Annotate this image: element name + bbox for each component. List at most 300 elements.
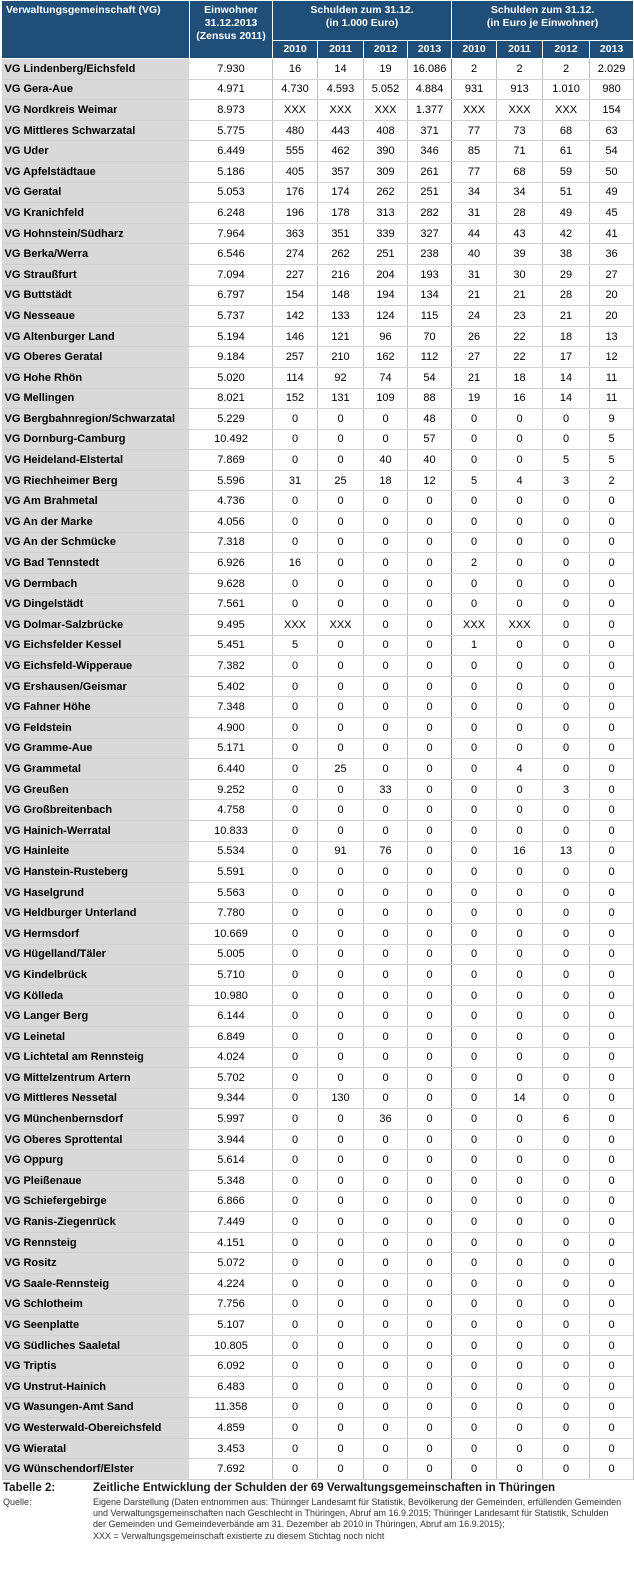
debt-abs-cell-2012: 0 [364,1438,408,1459]
debt-per-capita-cell-2011: 0 [497,1356,543,1377]
population-cell: 8.973 [190,100,273,121]
debt-per-capita-cell-2010: 19 [452,388,497,409]
population-cell: 10.805 [190,1335,273,1356]
table-row [2,615,634,636]
vg-name-cell: VG Mellingen [2,388,190,409]
vg-name-cell: VG Straußfurt [2,264,190,285]
debt-per-capita-cell-2013: 0 [590,882,634,903]
debt-per-capita-cell-2013: 0 [590,1109,634,1130]
debt-abs-cell-2010: 0 [273,1377,318,1398]
population-cell: 10.833 [190,820,273,841]
debt-abs-cell-2013: 88 [408,388,452,409]
debt-per-capita-cell-2011: 0 [497,409,543,430]
debt-abs-cell-2012: 0 [364,553,408,574]
debt-per-capita-cell-2012: 6 [543,1109,590,1130]
debt-abs-cell-2010: 4.730 [273,79,318,100]
debt-abs-cell-2013: 282 [408,203,452,224]
debt-abs-cell-2010: XXX [273,100,318,121]
debt-abs-cell-2010: 5 [273,635,318,656]
debt-per-capita-cell-2010: 0 [452,1418,497,1439]
debt-per-capita-cell-2010: 0 [452,1109,497,1130]
debt-per-capita-cell-2012: 0 [543,1335,590,1356]
population-cell: 5.534 [190,841,273,862]
debt-abs-cell-2013: 4.884 [408,79,452,100]
debt-abs-cell-2011: 0 [318,1418,364,1439]
debt-abs-cell-2011: 0 [318,903,364,924]
debt-abs-cell-2012: 0 [364,1212,408,1233]
vg-name-cell: VG Gera-Aue [2,79,190,100]
debt-abs-cell-2013: 0 [408,1397,452,1418]
debt-per-capita-cell-2012: 0 [543,1274,590,1295]
debt-per-capita-cell-2013: 0 [590,615,634,636]
population-cell: 5.072 [190,1253,273,1274]
vg-name-cell: VG Uder [2,141,190,162]
debt-abs-cell-2013: 0 [408,656,452,677]
debt-per-capita-cell-2011: 0 [497,1232,543,1253]
debt-abs-cell-2011: 0 [318,409,364,430]
debt-per-capita-cell-2011: 39 [497,244,543,265]
debt-abs-cell-2012: 0 [364,1006,408,1027]
debt-abs-cell-2011: 174 [318,182,364,203]
population-cell: 10.669 [190,923,273,944]
debt-abs-cell-2011: 0 [318,1397,364,1418]
header-population-line-1: Einwohner [204,4,258,16]
header-year-rel-2011: 2011 [497,41,543,59]
population-cell: 6.248 [190,203,273,224]
debt-per-capita-cell-2010: 0 [452,1294,497,1315]
debt-per-capita-cell-2010: 0 [452,491,497,512]
vg-name-cell: VG Ershausen/Geismar [2,676,190,697]
vg-name-cell: VG Eichsfeld-Wipperaue [2,656,190,677]
debt-per-capita-cell-2011: 16 [497,841,543,862]
debt-abs-cell-2012: 339 [364,223,408,244]
debt-abs-cell-2012: 0 [364,615,408,636]
debt-per-capita-cell-2011: 0 [497,656,543,677]
debt-per-capita-cell-2012: 14 [543,388,590,409]
debt-per-capita-cell-2012: 59 [543,161,590,182]
vg-name-cell: VG Apfelstädtaue [2,161,190,182]
debt-per-capita-cell-2011: 913 [497,79,543,100]
population-cell: 4.859 [190,1418,273,1439]
header-group-per-capita-line-1: Schulden zum 31.12. [490,4,595,16]
debt-per-capita-cell-2012: 0 [543,1438,590,1459]
debt-per-capita-cell-2010: 0 [452,512,497,533]
debt-per-capita-cell-2011: 0 [497,1150,543,1171]
debt-per-capita-cell-2010: 0 [452,1315,497,1336]
debt-per-capita-cell-2013: 0 [590,1274,634,1295]
table-row [2,59,634,80]
debt-per-capita-cell-2010: 0 [452,1438,497,1459]
debt-per-capita-cell-2010: 0 [452,409,497,430]
debt-abs-cell-2013: 115 [408,306,452,327]
vg-name-cell: VG Altenburger Land [2,326,190,347]
population-cell: 4.056 [190,512,273,533]
vg-name-cell: VG Gramme-Aue [2,738,190,759]
debt-abs-cell-2010: 0 [273,841,318,862]
table-row [2,347,634,368]
debt-per-capita-cell-2010: 0 [452,594,497,615]
table-row [2,264,634,285]
debt-per-capita-cell-2013: 49 [590,182,634,203]
table-row [2,1335,634,1356]
table-row [2,1397,634,1418]
debt-per-capita-cell-2012: 0 [543,1006,590,1027]
vg-name-cell: VG Grammetal [2,759,190,780]
vg-name-cell: VG Dornburg-Camburg [2,429,190,450]
debt-abs-cell-2013: 0 [408,1026,452,1047]
debt-abs-cell-2010: 0 [273,697,318,718]
population-cell: 5.596 [190,470,273,491]
debt-per-capita-cell-2013: 0 [590,1129,634,1150]
table-row [2,1129,634,1150]
debt-per-capita-cell-2011: 71 [497,141,543,162]
debt-abs-cell-2012: 36 [364,1109,408,1130]
debt-abs-cell-2011: 0 [318,1232,364,1253]
debt-abs-cell-2013: 0 [408,532,452,553]
vg-name-cell: VG Heldburger Unterland [2,903,190,924]
debt-per-capita-cell-2012: 0 [543,903,590,924]
debt-per-capita-cell-2011: 0 [497,594,543,615]
vg-name-cell: VG Schlotheim [2,1294,190,1315]
population-cell: 5.775 [190,120,273,141]
debt-per-capita-cell-2010: 0 [452,923,497,944]
debt-abs-cell-2012: 0 [364,738,408,759]
header-year-abs-2010: 2010 [273,41,318,59]
debt-abs-cell-2011: 92 [318,367,364,388]
debt-per-capita-cell-2012: 0 [543,1377,590,1398]
debt-per-capita-cell-2010: 34 [452,182,497,203]
debt-abs-cell-2011: 148 [318,285,364,306]
debt-per-capita-cell-2013: 0 [590,656,634,677]
debt-abs-cell-2011: 357 [318,161,364,182]
table-row [2,79,634,100]
debt-abs-cell-2010: 0 [273,1006,318,1027]
debt-per-capita-cell-2010: 1 [452,635,497,656]
debt-per-capita-cell-2012: 0 [543,759,590,780]
vg-name-cell: VG Dermbach [2,573,190,594]
table-row [2,1109,634,1130]
debt-abs-cell-2010: 0 [273,820,318,841]
debt-abs-cell-2010: 0 [273,1356,318,1377]
debt-per-capita-cell-2012: 0 [543,1253,590,1274]
table-header [2,1,634,59]
debt-abs-cell-2010: 0 [273,491,318,512]
vg-name-cell: VG Hanstein-Rusteberg [2,862,190,883]
header-group-absolute-line-2: (in 1.000 Euro) [325,17,399,29]
debt-abs-cell-2013: 0 [408,1459,452,1480]
vg-name-cell: VG Ranis-Ziegenrück [2,1212,190,1233]
debt-per-capita-cell-2012: 18 [543,326,590,347]
debt-abs-cell-2012: 0 [364,718,408,739]
debt-per-capita-cell-2010: 0 [452,1377,497,1398]
population-cell: 5.563 [190,882,273,903]
debt-per-capita-cell-2010: 31 [452,264,497,285]
debt-abs-cell-2010: 152 [273,388,318,409]
debt-abs-cell-2012: 33 [364,779,408,800]
debt-abs-cell-2010: 0 [273,1068,318,1089]
debt-abs-cell-2013: 0 [408,862,452,883]
debt-per-capita-cell-2012: 5 [543,450,590,471]
debt-abs-cell-2010: 0 [273,1171,318,1192]
debt-abs-cell-2012: 0 [364,512,408,533]
table-row [2,697,634,718]
population-cell: 4.024 [190,1047,273,1068]
debt-per-capita-cell-2011: 0 [497,1191,543,1212]
debt-abs-cell-2012: 0 [364,656,408,677]
debt-per-capita-cell-2011: 0 [497,1253,543,1274]
debt-per-capita-cell-2011: 0 [497,1438,543,1459]
population-cell: 5.186 [190,161,273,182]
header-vg: Verwaltungsgemeinschaft (VG) [2,1,190,59]
debt-per-capita-cell-2012: 0 [543,1068,590,1089]
debt-per-capita-cell-2010: 0 [452,1129,497,1150]
header-year-abs-2011: 2011 [318,41,364,59]
table-row [2,965,634,986]
table-row [2,923,634,944]
source-note: XXX = Verwaltungsgemeinschaft existierte zu diesem Stichtag noch nicht [93,1530,385,1541]
vg-name-cell: VG Heideland-Elstertal [2,450,190,471]
table-row [2,182,634,203]
debt-per-capita-cell-2010: 931 [452,79,497,100]
vg-name-cell: VG Kranichfeld [2,203,190,224]
vg-name-cell: VG Hohe Rhön [2,367,190,388]
debt-per-capita-cell-2012: 0 [543,965,590,986]
debt-per-capita-cell-2010: 0 [452,882,497,903]
header-group-absolute-line-1: Schulden zum 31.12. [310,4,414,16]
caption-row [3,1482,631,1494]
debt-abs-cell-2010: 257 [273,347,318,368]
header-year-rel-2010: 2010 [452,41,497,59]
debt-per-capita-cell-2013: 11 [590,388,634,409]
debt-abs-cell-2011: 210 [318,347,364,368]
debt-per-capita-cell-2010: 0 [452,1397,497,1418]
debt-abs-cell-2013: 40 [408,450,452,471]
debt-abs-cell-2011: 0 [318,1109,364,1130]
vg-name-cell: VG Oberes Sprottental [2,1129,190,1150]
population-cell: 4.736 [190,491,273,512]
debt-per-capita-cell-2010: 0 [452,1253,497,1274]
vg-name-cell: VG Berka/Werra [2,244,190,265]
debt-per-capita-cell-2012: 0 [543,882,590,903]
debt-per-capita-cell-2011: 34 [497,182,543,203]
debt-per-capita-cell-2010: 0 [452,841,497,862]
table-row [2,1088,634,1109]
debt-abs-cell-2012: 0 [364,594,408,615]
debt-per-capita-cell-2013: 0 [590,1150,634,1171]
debt-abs-cell-2011: XXX [318,100,364,121]
debt-per-capita-cell-2013: 45 [590,203,634,224]
debt-per-capita-cell-2012: 0 [543,512,590,533]
debt-per-capita-cell-2010: 0 [452,718,497,739]
debt-abs-cell-2012: 0 [364,697,408,718]
table-caption [3,1482,631,1542]
debt-abs-cell-2012: 309 [364,161,408,182]
debt-per-capita-cell-2013: 0 [590,1212,634,1233]
debt-abs-cell-2013: 0 [408,882,452,903]
debt-abs-cell-2010: 16 [273,59,318,80]
debt-per-capita-cell-2013: 0 [590,491,634,512]
debt-abs-cell-2012: 0 [364,1253,408,1274]
debt-abs-cell-2012: 0 [364,635,408,656]
debt-per-capita-cell-2010: 0 [452,1274,497,1295]
debt-abs-cell-2011: 0 [318,1294,364,1315]
debt-abs-cell-2012: 0 [364,1418,408,1439]
debt-abs-cell-2010: XXX [273,615,318,636]
debt-abs-cell-2012: 0 [364,1088,408,1109]
population-cell: 7.318 [190,532,273,553]
debt-per-capita-cell-2010: 5 [452,470,497,491]
debt-per-capita-cell-2012: 0 [543,429,590,450]
table-row [2,594,634,615]
vg-name-cell: VG Mittleres Nessetal [2,1088,190,1109]
debt-abs-cell-2010: 227 [273,264,318,285]
debt-per-capita-cell-2011: 0 [497,532,543,553]
debt-per-capita-cell-2013: 0 [590,676,634,697]
debt-abs-cell-2011: 0 [318,1335,364,1356]
debt-per-capita-cell-2013: 5 [590,429,634,450]
debt-per-capita-cell-2010: 40 [452,244,497,265]
debt-per-capita-cell-2013: 0 [590,800,634,821]
vg-name-cell: VG Westerwald-Obereichsfeld [2,1418,190,1439]
debt-per-capita-cell-2013: 0 [590,965,634,986]
debt-abs-cell-2010: 0 [273,512,318,533]
debt-abs-cell-2012: 408 [364,120,408,141]
debt-abs-cell-2011: 0 [318,512,364,533]
debt-per-capita-cell-2012: 0 [543,1397,590,1418]
debt-abs-cell-2011: 25 [318,759,364,780]
header-population-line-2: 31.12.2013 [204,17,258,29]
population-cell: 5.402 [190,676,273,697]
source-label: Quelle: [3,1497,32,1507]
debt-per-capita-cell-2011: 0 [497,779,543,800]
debt-abs-cell-2010: 16 [273,553,318,574]
vg-name-cell: VG Lichtetal am Rennsteig [2,1047,190,1068]
population-cell: 9.344 [190,1088,273,1109]
debt-per-capita-cell-2010: 0 [452,1356,497,1377]
debt-per-capita-cell-2013: 0 [590,1377,634,1398]
debt-abs-cell-2013: 0 [408,697,452,718]
debt-per-capita-cell-2010: 0 [452,1006,497,1027]
debt-per-capita-cell-2011: 0 [497,1068,543,1089]
debt-abs-cell-2011: 0 [318,656,364,677]
debt-per-capita-cell-2013: 63 [590,120,634,141]
debt-per-capita-cell-2013: 36 [590,244,634,265]
debt-per-capita-cell-2010: 0 [452,1088,497,1109]
population-cell: 6.144 [190,1006,273,1027]
debt-abs-cell-2013: 0 [408,512,452,533]
debt-per-capita-cell-2011: 0 [497,1006,543,1027]
debt-per-capita-cell-2012: 0 [543,944,590,965]
population-cell: 8.021 [190,388,273,409]
debt-abs-cell-2012: 0 [364,800,408,821]
debt-abs-cell-2011: 0 [318,1006,364,1027]
vg-name-cell: VG Südliches Saaletal [2,1335,190,1356]
debt-per-capita-cell-2013: 5 [590,450,634,471]
vg-name-cell: VG Bad Tennstedt [2,553,190,574]
debt-per-capita-cell-2011: 0 [497,1274,543,1295]
vg-name-cell: VG Greußen [2,779,190,800]
debt-per-capita-cell-2012: 0 [543,532,590,553]
debt-abs-cell-2010: 0 [273,800,318,821]
debt-abs-cell-2012: 0 [364,1274,408,1295]
debt-per-capita-cell-2010: 0 [452,1150,497,1171]
population-cell: 9.628 [190,573,273,594]
vg-name-cell: VG Fahner Höhe [2,697,190,718]
debt-abs-cell-2012: 124 [364,306,408,327]
debt-abs-cell-2012: 0 [364,1377,408,1398]
debt-abs-cell-2013: 0 [408,1418,452,1439]
debt-abs-cell-2013: 0 [408,1068,452,1089]
table-row [2,800,634,821]
debt-abs-cell-2013: 0 [408,903,452,924]
debt-per-capita-cell-2012: 0 [543,409,590,430]
debt-per-capita-cell-2013: 2 [590,470,634,491]
debt-abs-cell-2013: 0 [408,1212,452,1233]
debt-abs-cell-2013: 0 [408,1438,452,1459]
population-cell: 11.358 [190,1397,273,1418]
debt-per-capita-cell-2010: 21 [452,367,497,388]
debt-per-capita-cell-2012: 3 [543,470,590,491]
debt-per-capita-cell-2010: 31 [452,203,497,224]
debt-abs-cell-2012: 19 [364,59,408,80]
debt-per-capita-cell-2013: 0 [590,923,634,944]
debt-abs-cell-2012: 0 [364,985,408,1006]
debt-per-capita-cell-2010: 0 [452,1026,497,1047]
debt-abs-cell-2011: 0 [318,779,364,800]
debt-per-capita-cell-2011: 0 [497,491,543,512]
debt-per-capita-cell-2011: 0 [497,1397,543,1418]
vg-name-cell: VG Hermsdorf [2,923,190,944]
debt-abs-cell-2012: 40 [364,450,408,471]
debt-per-capita-cell-2012: 0 [543,1232,590,1253]
population-cell: 5.171 [190,738,273,759]
debt-per-capita-cell-2013: 9 [590,409,634,430]
debt-per-capita-cell-2012: 0 [543,1088,590,1109]
debt-per-capita-cell-2011: 0 [497,965,543,986]
debt-per-capita-cell-2013: 0 [590,1459,634,1480]
debt-per-capita-cell-2012: 0 [543,800,590,821]
debt-abs-cell-2013: 0 [408,1047,452,1068]
debt-per-capita-cell-2010: 0 [452,656,497,677]
debt-per-capita-cell-2010: 77 [452,120,497,141]
debt-abs-cell-2010: 0 [273,1315,318,1336]
debt-per-capita-cell-2013: 0 [590,697,634,718]
debt-abs-cell-2011: 4.593 [318,79,364,100]
debt-abs-cell-2013: 0 [408,779,452,800]
debt-per-capita-cell-2012: 28 [543,285,590,306]
table-row [2,470,634,491]
debt-per-capita-cell-2012: 13 [543,841,590,862]
debt-per-capita-cell-2012: 0 [543,1356,590,1377]
population-cell: 10.980 [190,985,273,1006]
population-cell: 6.440 [190,759,273,780]
debt-abs-cell-2010: 0 [273,1459,318,1480]
debt-per-capita-cell-2011: XXX [497,100,543,121]
debt-abs-cell-2010: 0 [273,1047,318,1068]
table-row [2,326,634,347]
debt-abs-cell-2010: 0 [273,1191,318,1212]
debt-abs-cell-2010: 0 [273,573,318,594]
debt-per-capita-cell-2013: 0 [590,1356,634,1377]
table-row [2,841,634,862]
debt-abs-cell-2012: 0 [364,1294,408,1315]
debt-abs-cell-2010: 0 [273,759,318,780]
debt-per-capita-cell-2013: 0 [590,738,634,759]
table-row [2,553,634,574]
debt-per-capita-cell-2013: 0 [590,1438,634,1459]
debt-per-capita-cell-2011: 30 [497,264,543,285]
table-row [2,161,634,182]
